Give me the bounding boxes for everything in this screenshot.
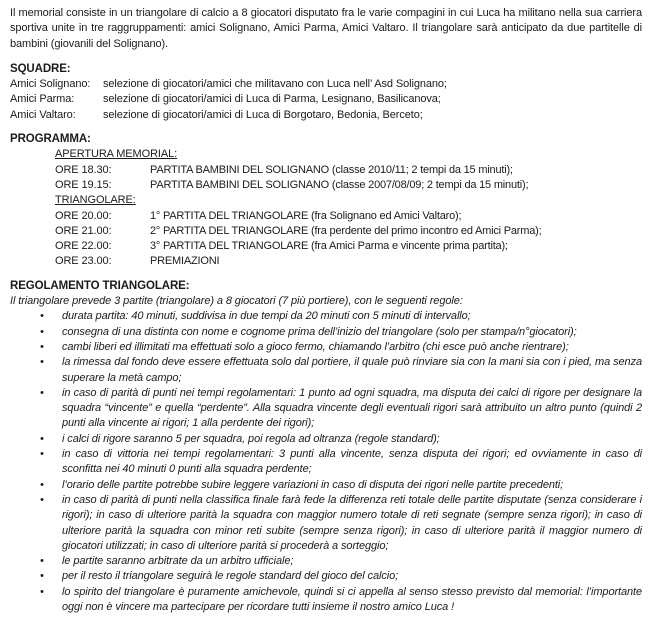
bullet-icon: • (40, 325, 44, 338)
bullet-icon: • (40, 340, 44, 353)
rule-item (10, 355, 642, 386)
team-row (10, 92, 642, 107)
rule-item (10, 432, 642, 447)
bullet-icon: • (40, 386, 44, 399)
rule-text: in caso di parità di punti nei tempi regolamentari: 1 punto ad ogni squadra, ma disputa dei calci di rigore per designare la squadra “vincente” e quella “perdente”. Alla squadra vincente degli eventuali rigori sarà attribuito un altro punto (quindi 2 punti alla vincente ai rigori; 1 alla perdente dei rigori); (62, 386, 642, 430)
rule-item (10, 478, 642, 493)
team-row (10, 108, 642, 123)
rule-item (10, 309, 642, 324)
rule-text: in caso di vittoria nei tempi regolamentari: 3 punti alla vincente, senza disputa dei rigori; ed ovviamente in caso di sconfitta nei 40 minuti 0 punti alla squadra perdente; (62, 448, 642, 476)
schedule-time: ORE 19.15: (55, 178, 112, 191)
squadre-heading: SQUADRE: (10, 62, 71, 75)
rule-text: in caso di parità di punti nella classifica finale farà fede la differenza reti totale delle partite disputate (senza considerare i rigori); in caso di ulteriore parità la squadra con maggior numero totale di reti segnate (sempre senza rigori); in caso di ulteriore parità la squadra con minor reti subite (sempre senza rigori); in caso di ulteriore parità il maggior numero di giocatori utilizzati; in caso di ulteriore parità si procederà a sorteggio; (62, 493, 642, 552)
bullet-icon: • (40, 432, 44, 445)
schedule-time: ORE 18.30: (55, 163, 112, 176)
bullet-icon: • (40, 478, 44, 491)
schedule-time: ORE 22.00: (55, 240, 112, 253)
rule-text: consegna di una distinta con nome e cognome prima dell’inizio del triangolare (solo per stampa/n°giocatori); (62, 325, 577, 338)
schedule-row (55, 163, 642, 178)
rule-item (10, 340, 642, 355)
rule-item (10, 585, 642, 616)
bullet-icon: • (40, 570, 44, 583)
regolamento-intro: Il triangolare prevede 3 partite (triangolare) a 8 giocatori (7 più portiere), con le seguenti regole: (10, 295, 463, 308)
schedule-time: ORE 20.00: (55, 209, 112, 222)
rule-item (10, 386, 642, 432)
schedule-block (55, 147, 642, 269)
rule-text: i calci di rigore saranno 5 per squadra, poi regola ad oltranza (regole standard); (62, 432, 440, 445)
schedule-time: ORE 23.00: (55, 255, 112, 268)
schedule-row (55, 254, 642, 269)
schedule-subheading-triangolare: TRIANGOLARE: (55, 194, 136, 207)
regolamento-heading: REGOLAMENTO TRIANGOLARE: (10, 279, 190, 292)
rule-text: la rimessa dal fondo deve essere effettuata solo dal portiere, il quale può rinviare sia con la mani sia con i pied, ma senza superare la metà campo; (62, 356, 642, 384)
schedule-event: PARTITA BAMBINI DEL SOLIGNANO (classe 2010/11; 2 tempi da 15 minuti); (150, 163, 513, 176)
rule-text: cambi liberi ed illimitati ma effettuati solo a gioco fermo, chiamando l’arbitro (chi esce può anche rientrare); (62, 340, 569, 353)
bullet-icon: • (40, 555, 44, 568)
rule-item (10, 447, 642, 478)
rule-item (10, 325, 642, 340)
rule-text: le partite saranno arbitrate da un arbitro ufficiale; (62, 555, 294, 568)
team-label: Amici Valtaro: (10, 108, 76, 121)
rule-item (10, 569, 642, 584)
team-label: Amici Solignano: (10, 78, 91, 91)
bullet-icon: • (40, 585, 44, 598)
schedule-event: PARTITA BAMBINI DEL SOLIGNANO (classe 2007/08/09; 2 tempi da 15 minuti); (150, 178, 529, 191)
schedule-event: 2° PARTITA DEL TRIANGOLARE (fra perdente del primo incontro ed Amici Parma); (150, 224, 542, 237)
bullet-icon: • (40, 493, 44, 506)
programma-heading: PROGRAMMA: (10, 133, 91, 146)
bullet-icon: • (40, 356, 44, 369)
schedule-event: 3° PARTITA DEL TRIANGOLARE (fra Amici Parma e vincente prima partita); (150, 240, 508, 253)
schedule-row (55, 178, 642, 193)
team-label: Amici Parma: (10, 93, 75, 106)
squadre-list (10, 77, 642, 123)
rule-text: durata partita: 40 minuti, suddivisa in due tempi da 20 minuti con 5 minuti di intervallo; (62, 310, 471, 323)
rules-list (10, 309, 642, 615)
rule-text: lo spirito del triangolare è puramente amichevole, quindi si ci appella al senso stesso previsto dal memorial: l’importante oggi non è vincere ma partecipare per ricordare tutti insieme il nostro amico Luca ! (62, 585, 642, 613)
schedule-row (55, 239, 642, 254)
schedule-row (55, 224, 642, 239)
team-desc: selezione di giocatori/amici che militavano con Luca nell’ Asd Solignano; (103, 78, 447, 91)
schedule-subheading-apertura: APERTURA MEMORIAL: (55, 148, 178, 161)
schedule-event: 1° PARTITA DEL TRIANGOLARE (fra Solignano ed Amici Valtaro); (150, 209, 462, 222)
bullet-icon: • (40, 448, 44, 461)
rule-text: l’orario delle partite potrebbe subire leggere variazioni in caso di disputa dei rigori nelle partite precedenti; (62, 478, 564, 491)
rule-item (10, 493, 642, 554)
schedule-row (55, 209, 642, 224)
team-desc: selezione di giocatori/amici di Luca di Parma, Lesignano, Basilicanova; (103, 93, 441, 106)
rule-text: per il resto il triangolare seguirà le regole standard del gioco del calcio; (62, 570, 399, 583)
schedule-event: PREMIAZIONI (150, 255, 220, 268)
team-desc: selezione di giocatori/amici di Luca di Borgotaro, Bedonia, Berceto; (103, 108, 423, 121)
team-row (10, 77, 642, 92)
schedule-time: ORE 21.00: (55, 224, 112, 237)
intro-paragraph: Il memorial consiste in un triangolare di calcio a 8 giocatori disputato fra le varie compagini in cui Luca ha militano nella sua carriera sportiva unite in tre raggruppamenti: amici Solignano, Amici Parma, Amici Valtaro. Il triangolare sarà anticipato da due partitelle di bambini (giovanili del Solignano). (10, 7, 642, 50)
rule-item (10, 554, 642, 569)
bullet-icon: • (40, 310, 44, 323)
